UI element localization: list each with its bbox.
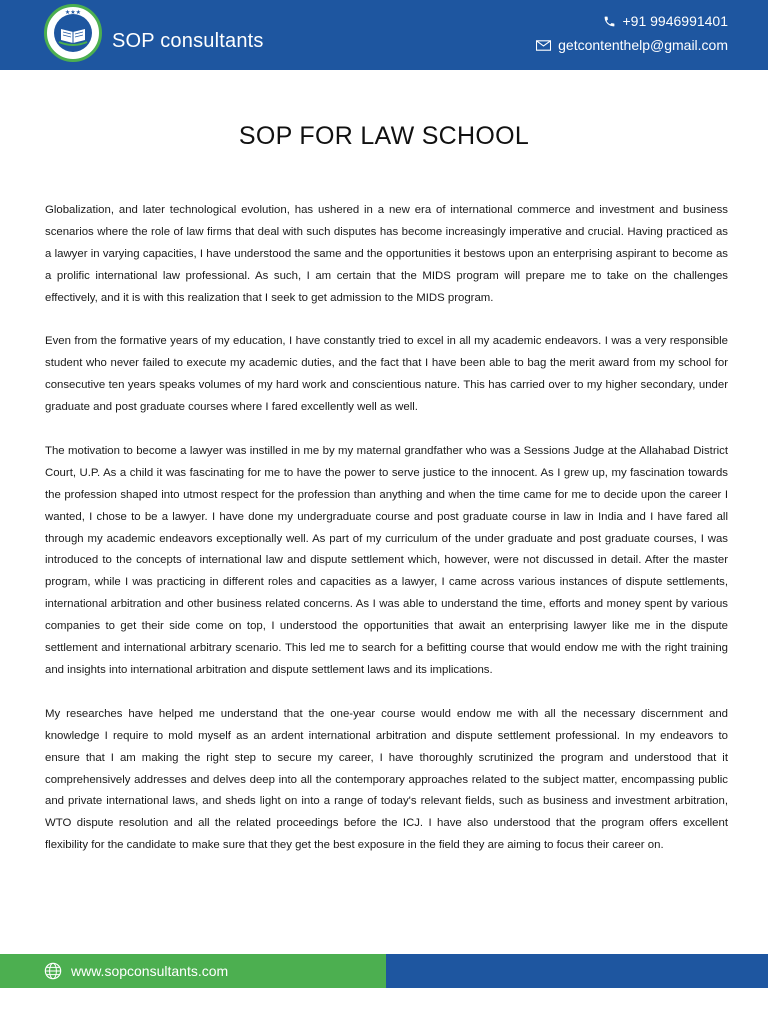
website-url: www.sopconsultants.com: [71, 963, 229, 979]
email-address: getcontenthelp@gmail.com: [558, 37, 728, 53]
paragraph: Globalization, and later technological evolution, has ushered in a new era of international commerce and investment and business scenarios where the role of law firms that deal with such disputes has become increasingly imperative and crucial. Having practiced as a lawyer in varying capacities, I have understood the same and the opportunities it bestows upon an enterprising aspirant to become as a prolific international law professional. As such, I am certain that the MIDS program will prepare me to take on the challenges effectively, and it is with this realization that I seek to get admission to the MIDS program.: [45, 204, 728, 304]
phone-number: +91 9946991401: [622, 13, 728, 29]
phone-icon: [603, 15, 616, 28]
document-body: [45, 200, 728, 879]
svg-text:★★★: ★★★: [64, 9, 82, 16]
website-link[interactable]: [44, 962, 228, 980]
paragraph: The motivation to become a lawyer was instilled in me by my maternal grandfather who was a Sessions Judge at the Allahabad District Court, U.P. As a child it was fascinating for me to have the power to serve justice to the innocent. As I grew up, my fascination towards the profession shaped into utmost respect for the profession than anything and when the time came for me to decide upon the career I wanted, I chose to be a lawyer. I have done my undergraduate course and post graduate course in law in India and I have fared all through my academic endeavors exceptionally well. As part of my curriculum of the under graduate and post graduate courses, I was introduced to the concepts of international law and dispute settlement which, however, were not discussed in detail. After the master program, while I was practicing in different roles and capacities as a lawyer, I came across various instances of dispute settlements, international arbitration and other business related concerns. As I was able to understand the time, efforts and money spent by various companies to get their side come on top, I understood the opportunities that await an enterprising lawyer like me in the dispute settlement and international arbitrary scenario. This led me to search for a befitting course that would endow me with the right training and insights into international arbitration and dispute settlement laws and its implications.: [45, 444, 728, 676]
page-title: SOP FOR LAW SCHOOL: [238, 122, 530, 150]
paragraph: My researches have helped me understand that the one-year course would endow me with all the necessary discernment and knowledge I require to mold myself as an ardent international arbitration and dispute settlement professional. In my endeavors to ensure that I am making the right step to secure my career, I have thoroughly scrutinized the program and understood that it comprehensively addresses and delves deep into all the contemporary approaches related to the subject matter, encompassing public and private international laws, and sheds light on into a range of today's relevant fields, such as business and investment arbitration, WTO dispute resolution and all the related proceedings before the ICJ. I have also understood that the program offers excellent flexibility for the candidate to make sure that they get the best exposure in the field they are aiming to focus their career on.: [45, 707, 728, 852]
book-logo-icon: [44, 4, 102, 62]
paragraph: Even from the formative years of my education, I have constantly tried to excel in all my academic endeavors. I was a very responsible student who never failed to execute my academic duties, and the fact that I have been able to bag the merit award from my school for consecutive ten years speaks volumes of my hard work and conscientious nature. This has carried over to my higher secondary, under graduate and post graduate courses where I fared excellently well as well.: [45, 335, 728, 414]
header-bar: [0, 0, 768, 70]
envelope-icon: [536, 40, 551, 51]
brand-name: SOP consultants: [112, 30, 264, 52]
phone-contact[interactable]: [603, 13, 729, 29]
email-contact[interactable]: [536, 37, 728, 53]
footer-blue-bar: [386, 954, 768, 988]
globe-icon: [44, 962, 62, 980]
